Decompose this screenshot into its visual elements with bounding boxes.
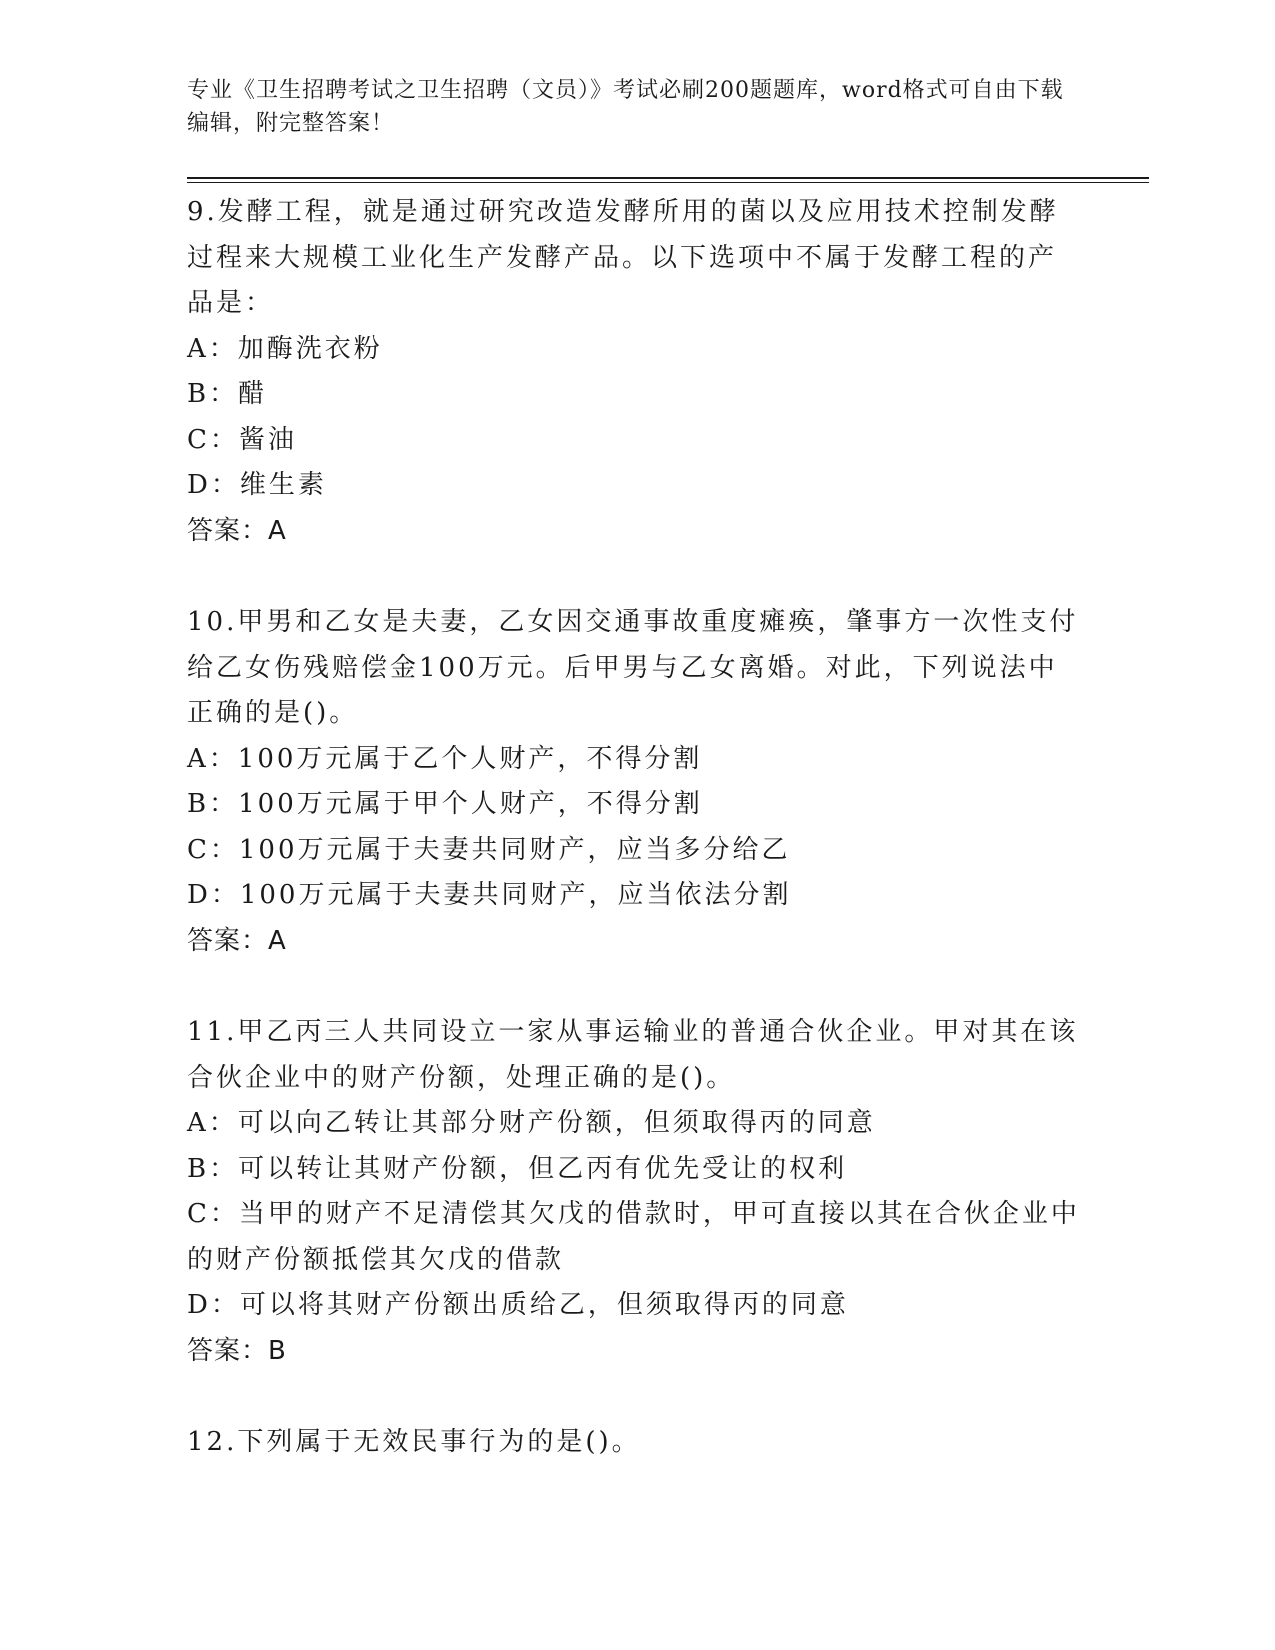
header-divider-thick <box>187 177 1149 179</box>
answer-label: 答案：A <box>187 515 287 546</box>
question-stem: 12.下列属于无效民事行为的是()。 <box>187 1427 641 1457</box>
question-12 <box>187 1420 1082 1466</box>
answer-label: 答案：A <box>187 925 287 956</box>
option-c: C：100万元属于夫妻共同财产，应当多分给乙 <box>187 834 791 865</box>
question-stem: 9.发酵工程，就是通过研究改造发酵所用的菌以及应用技术控制发酵过程来大规模工业化生产发酵产品。以下选项中不属于发酵工程的产品是： <box>187 197 1059 318</box>
option-b: B：醋 <box>187 379 268 409</box>
option-a: A：加酶洗衣粉 <box>187 333 383 364</box>
question-11 <box>187 1010 1082 1374</box>
option-a: A：100万元属于乙个人财产，不得分割 <box>187 743 703 774</box>
question-10 <box>187 600 1082 964</box>
answer-label: 答案：B <box>187 1335 287 1366</box>
option-c: C：酱油 <box>187 424 297 455</box>
option-c: C：当甲的财产不足清偿其欠戊的借款时，甲可直接以其在合伙企业中的财产份额抵偿其欠戊的借款 <box>187 1199 1080 1275</box>
document-header: 专业《卫生招聘考试之卫生招聘（文员）》考试必刷200题题库，word格式可自由下载编辑，附完整答案！ <box>187 78 1064 136</box>
question-stem: 10.甲男和乙女是夫妻，乙女因交通事故重度瘫痪，肇事方一次性支付给乙女伤残赔偿金100万元。后甲男与乙女离婚。对此，下列说法中正确的是()。 <box>187 607 1079 728</box>
option-a: A：可以向乙转让其部分财产份额，但须取得丙的同意 <box>187 1108 876 1138</box>
question-stem: 11.甲乙丙三人共同设立一家从事运输业的普通合伙企业。甲对其在该合伙企业中的财产份额，处理正确的是()。 <box>187 1017 1079 1093</box>
option-b: B：100万元属于甲个人财产，不得分割 <box>187 789 703 819</box>
option-d: D：100万元属于夫妻共同财产，应当依法分割 <box>187 880 792 910</box>
option-d: D：可以将其财产份额出质给乙，但须取得丙的同意 <box>187 1290 849 1320</box>
header-divider-thin <box>187 182 1149 183</box>
option-d: D：维生素 <box>187 470 327 500</box>
question-list <box>187 190 1082 1466</box>
question-9 <box>187 190 1082 554</box>
option-b: B：可以转让其财产份额，但乙丙有优先受让的权利 <box>187 1153 848 1184</box>
